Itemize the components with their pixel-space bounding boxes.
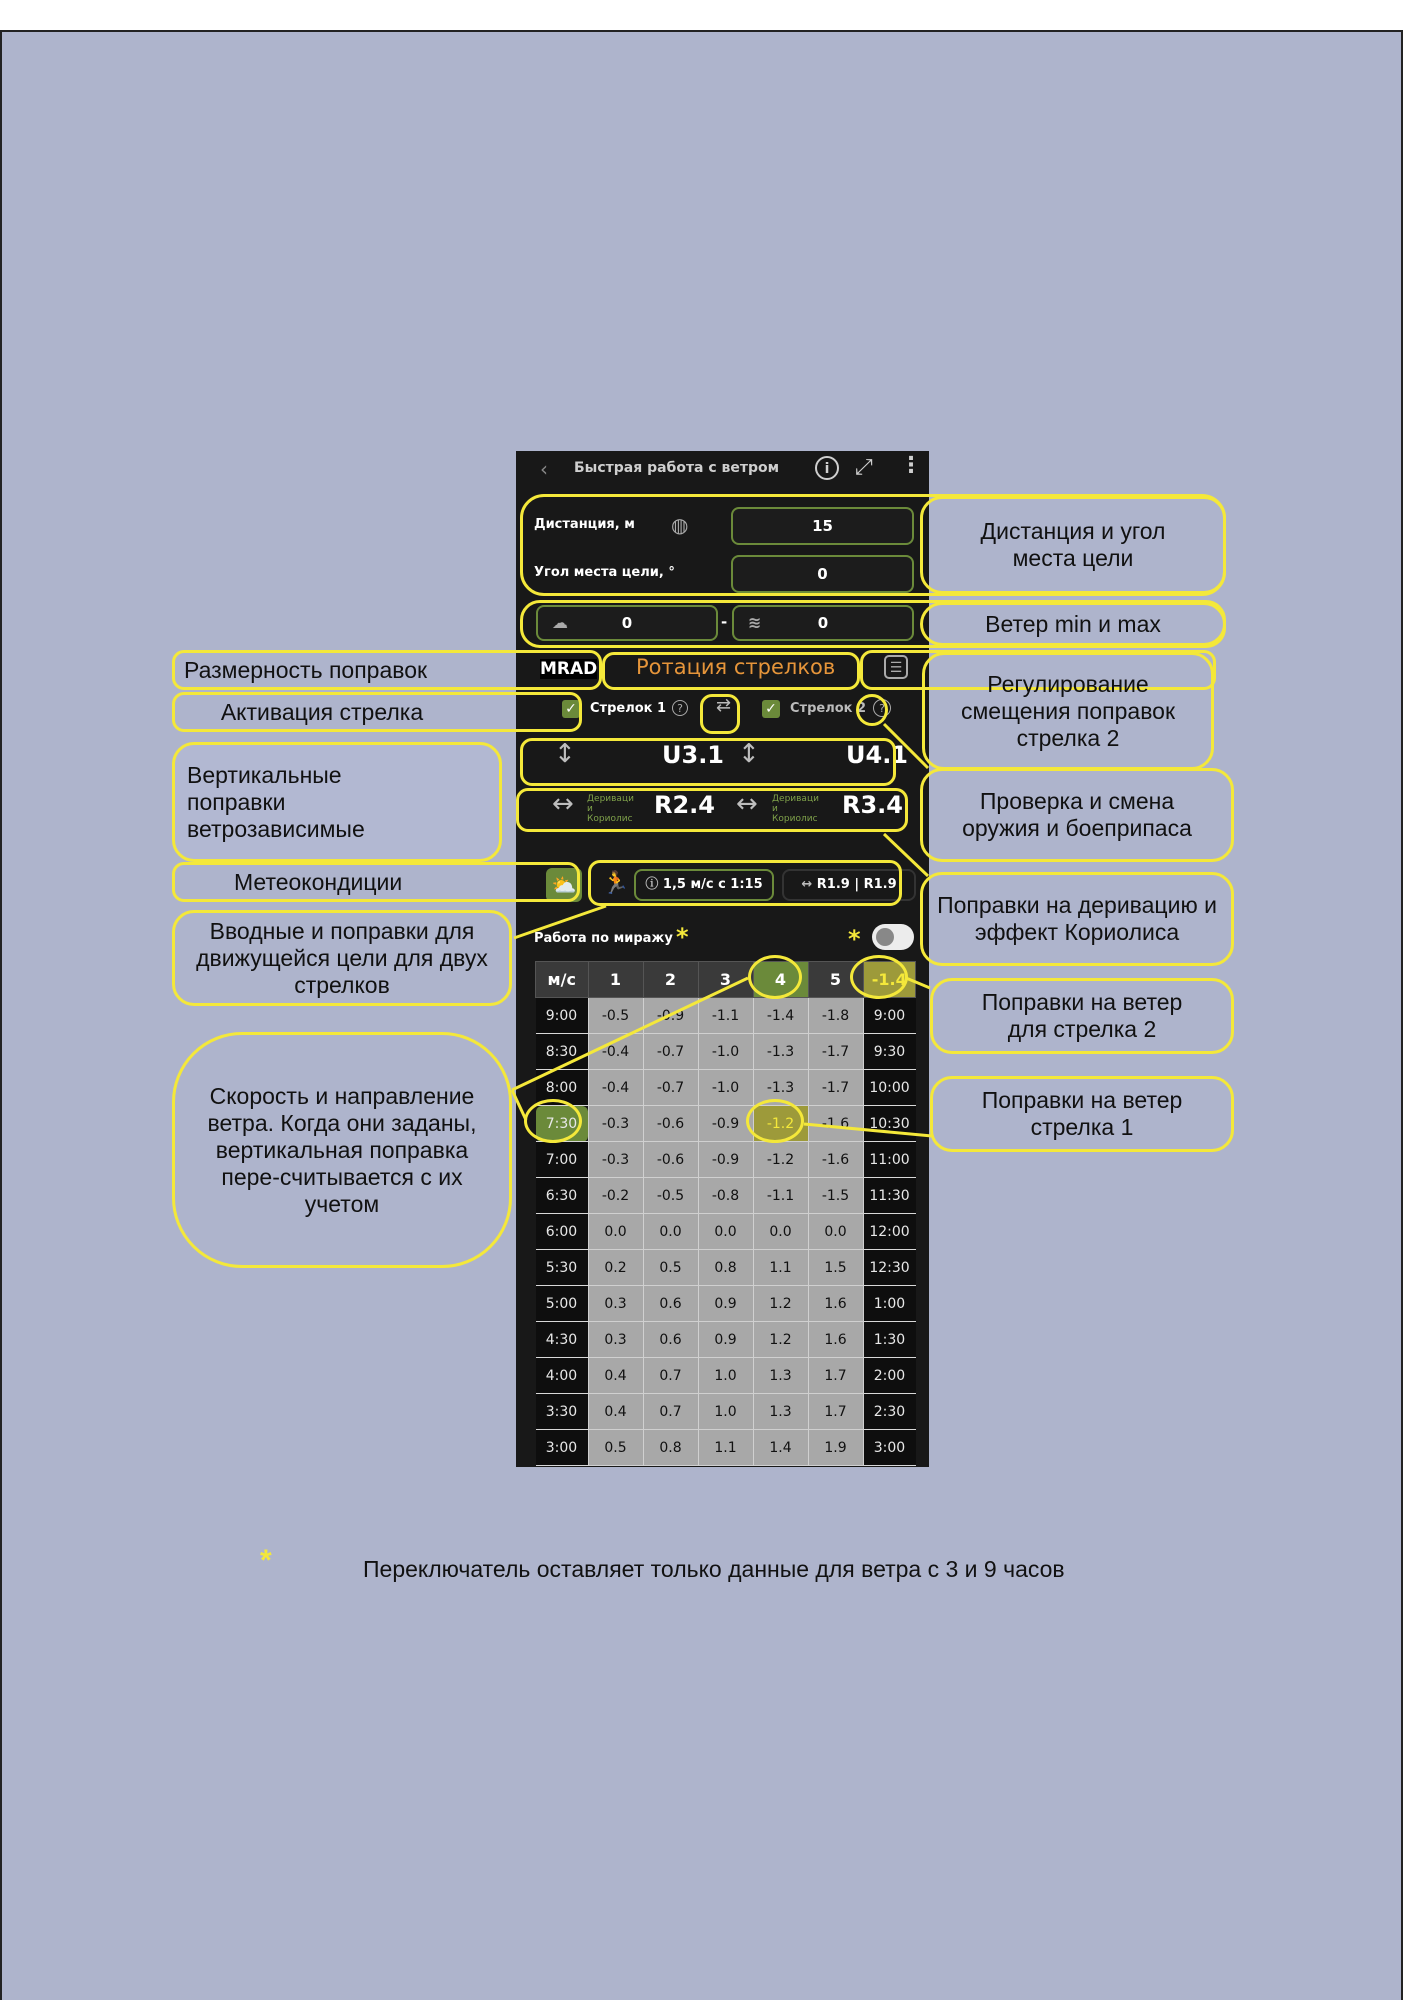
annotation-wind-shooter2: Поправки на ветер для стрелка 2 bbox=[930, 978, 1234, 1054]
wind-min-value: 0 bbox=[621, 614, 633, 632]
correction-cell: -0.4 bbox=[588, 1070, 643, 1106]
correction-cell: 0.3 bbox=[588, 1322, 643, 1358]
header-cell: м/с bbox=[536, 962, 589, 998]
distance-field[interactable]: 15 bbox=[731, 507, 914, 545]
expand-icon[interactable]: ⤢ bbox=[855, 455, 873, 480]
correction-cell: -1.7 bbox=[808, 1070, 863, 1106]
correction-cell: -1.0 bbox=[698, 1034, 753, 1070]
correction-cell: -1.7 bbox=[808, 1034, 863, 1070]
u1-value: U3.1 bbox=[662, 741, 725, 769]
correction-cell: 0.7 bbox=[643, 1394, 698, 1430]
footnote-star: * bbox=[260, 1544, 272, 1577]
more-menu-icon[interactable]: ⋮ bbox=[900, 453, 922, 478]
r1-value: R2.4 bbox=[654, 791, 715, 819]
highlight-shooter2-help bbox=[856, 694, 888, 726]
correction-cell: -0.9 bbox=[698, 1106, 753, 1142]
settings-icon[interactable]: ☰ bbox=[884, 655, 908, 679]
annotation-vertical: Вертикальные поправки ветрозависимые bbox=[172, 742, 502, 862]
moving-horizontal-icon: ↔ bbox=[801, 877, 813, 892]
mirage-toggle-knob bbox=[876, 928, 894, 946]
shooter1-label: Стрелок 1 bbox=[590, 701, 667, 716]
table-row bbox=[536, 1178, 916, 1214]
highlight-shooter1-val bbox=[746, 1099, 804, 1143]
correction-cell: 0.6 bbox=[643, 1322, 698, 1358]
moving-corr-value: R1.9 | R1.9 bbox=[816, 877, 897, 892]
direction-cell-shooter2: 11:30 bbox=[863, 1178, 916, 1214]
highlight-derivation-phone bbox=[516, 788, 908, 832]
table-row bbox=[536, 1322, 916, 1358]
correction-cell: -1.6 bbox=[808, 1106, 863, 1142]
direction-cell-shooter2: 2:30 bbox=[863, 1394, 916, 1430]
highlight-col4 bbox=[748, 955, 802, 999]
annotation-shooter2-offset: Регулирование смещения поправок стрелка 2 bbox=[922, 652, 1214, 770]
table-row bbox=[536, 1034, 916, 1070]
direction-cell-shooter1[interactable]: 9:00 bbox=[536, 998, 589, 1034]
correction-cell: -1.2 bbox=[753, 1142, 808, 1178]
correction-cell: 1.2 bbox=[753, 1322, 808, 1358]
annotation-meteo: Метеокондиции bbox=[234, 868, 403, 895]
annotation-moving: Вводные и поправки для движущейся цели для двух стрелков bbox=[172, 910, 512, 1006]
correction-cell: -0.8 bbox=[698, 1178, 753, 1214]
correction-cell: 0.0 bbox=[643, 1214, 698, 1250]
annotation-wind-speed-dir: Скорость и направление ветра. Когда они заданы, вертикальная поправка пере-считывается с их учетом bbox=[172, 1032, 512, 1268]
correction-cell: 1.3 bbox=[753, 1358, 808, 1394]
direction-cell-shooter1[interactable]: 6:00 bbox=[536, 1214, 589, 1250]
direction-cell-shooter1[interactable]: 5:30 bbox=[536, 1250, 589, 1286]
wind-max-value: 0 bbox=[817, 614, 829, 632]
angle-field[interactable]: 0 bbox=[731, 555, 914, 593]
correction-cell: 1.5 bbox=[808, 1250, 863, 1286]
correction-cell: 0.0 bbox=[588, 1214, 643, 1250]
direction-cell-shooter2: 11:00 bbox=[863, 1142, 916, 1178]
swap-icon[interactable]: ⇄ bbox=[716, 695, 732, 716]
angle-label: Угол места цели, ° bbox=[534, 565, 675, 580]
header-cell[interactable]: 1 bbox=[588, 962, 643, 998]
correction-cell: -0.9 bbox=[643, 998, 698, 1034]
wind-correction-table bbox=[535, 961, 916, 1466]
correction-cell: 1.9 bbox=[808, 1430, 863, 1466]
correction-cell: -1.1 bbox=[753, 1178, 808, 1214]
table-row bbox=[536, 1214, 916, 1250]
direction-cell-shooter1[interactable]: 3:30 bbox=[536, 1394, 589, 1430]
wind-separator: - bbox=[721, 613, 728, 631]
correction-cell: -1.2 bbox=[753, 1106, 808, 1142]
header-cell[interactable]: 3 bbox=[698, 962, 753, 998]
direction-cell-shooter2: 3:00 bbox=[863, 1430, 916, 1466]
annotation-units: Размерность поправок bbox=[184, 656, 428, 683]
shooter1-checkbox[interactable]: ✓ bbox=[562, 700, 580, 718]
wind-min-icon: ☁ bbox=[552, 613, 568, 632]
units-label[interactable]: MRAD bbox=[540, 659, 598, 679]
direction-cell-shooter1[interactable]: 4:00 bbox=[536, 1358, 589, 1394]
wind-max-icon: ≋ bbox=[748, 613, 762, 632]
shooter1-help-icon[interactable]: ? bbox=[672, 700, 688, 716]
correction-cell: -1.3 bbox=[753, 1070, 808, 1106]
moving-speed-value: 1,5 м/с с 1:15 bbox=[662, 877, 763, 892]
correction-cell: 0.6 bbox=[643, 1286, 698, 1322]
table-row bbox=[536, 998, 916, 1034]
correction-cell: 1.3 bbox=[753, 1394, 808, 1430]
correction-cell: 0.0 bbox=[808, 1214, 863, 1250]
annotation-wind-minmax: Ветер min и max bbox=[920, 602, 1226, 646]
correction-cell: 0.3 bbox=[588, 1286, 643, 1322]
correction-cell: 1.6 bbox=[808, 1322, 863, 1358]
correction-cell: -0.6 bbox=[643, 1106, 698, 1142]
direction-cell-shooter1[interactable]: 8:30 bbox=[536, 1034, 589, 1070]
header-cell[interactable]: 5 bbox=[808, 962, 863, 998]
direction-cell-shooter2: 1:30 bbox=[863, 1322, 916, 1358]
direction-cell-shooter2: 9:30 bbox=[863, 1034, 916, 1070]
correction-cell: -1.5 bbox=[808, 1178, 863, 1214]
highlight-moving bbox=[588, 860, 902, 906]
correction-cell: 0.0 bbox=[698, 1214, 753, 1250]
rotation-title[interactable]: Ротация стрелков bbox=[636, 655, 836, 679]
table-row bbox=[536, 1250, 916, 1286]
correction-cell: -1.6 bbox=[808, 1142, 863, 1178]
highlight-shooter2-val bbox=[850, 955, 908, 999]
correction-cell: 0.2 bbox=[588, 1250, 643, 1286]
highlight-rotation bbox=[602, 652, 860, 690]
correction-cell: 0.4 bbox=[588, 1394, 643, 1430]
correction-cell: -1.0 bbox=[698, 1070, 753, 1106]
mirage-star-1: * bbox=[676, 923, 689, 951]
vertical-arrow-icon-1: ↕ bbox=[554, 739, 576, 769]
footnote-text: Переключатель оставляет только данные для ветра с 3 и 9 часов bbox=[363, 1556, 1065, 1582]
correction-cell: 0.9 bbox=[698, 1286, 753, 1322]
table-row bbox=[536, 1394, 916, 1430]
mirage-star-2: * bbox=[848, 925, 861, 953]
correction-cell: 1.0 bbox=[698, 1394, 753, 1430]
correction-cell: 0.8 bbox=[643, 1430, 698, 1466]
correction-cell: 1.1 bbox=[753, 1250, 808, 1286]
direction-cell-shooter2: 12:30 bbox=[863, 1250, 916, 1286]
correction-cell: -0.5 bbox=[588, 998, 643, 1034]
table-row bbox=[536, 1070, 916, 1106]
correction-cell: 1.0 bbox=[698, 1358, 753, 1394]
highlight-7-30 bbox=[524, 1099, 582, 1143]
correction-cell: 0.5 bbox=[643, 1250, 698, 1286]
direction-cell-shooter1[interactable]: 8:00 bbox=[536, 1070, 589, 1106]
direction-cell-shooter2: 2:00 bbox=[863, 1358, 916, 1394]
table-row bbox=[536, 1358, 916, 1394]
correction-cell: -1.1 bbox=[698, 998, 753, 1034]
correction-cell: -0.2 bbox=[588, 1178, 643, 1214]
correction-cell: 0.7 bbox=[643, 1358, 698, 1394]
annotation-activation: Активация стрелка bbox=[220, 698, 424, 725]
u2-value: U4.1 bbox=[846, 741, 909, 769]
correction-cell: -1.3 bbox=[753, 1034, 808, 1070]
table-row bbox=[536, 1430, 916, 1466]
direction-cell-shooter2: 10:00 bbox=[863, 1070, 916, 1106]
correction-cell: 0.0 bbox=[753, 1214, 808, 1250]
direction-cell-shooter2: 1:00 bbox=[863, 1286, 916, 1322]
correction-cell: 0.5 bbox=[588, 1430, 643, 1466]
shooter2-checkbox[interactable]: ✓ bbox=[762, 700, 780, 718]
running-man-icon[interactable]: 🏃 bbox=[602, 871, 630, 896]
direction-cell-shooter1[interactable]: 3:00 bbox=[536, 1430, 589, 1466]
direction-cell-shooter2: 9:00 bbox=[863, 998, 916, 1034]
table-row bbox=[536, 1106, 916, 1142]
header-cell-selected[interactable]: 4 bbox=[753, 962, 808, 998]
correction-cell: -1.8 bbox=[808, 998, 863, 1034]
correction-cell: -0.9 bbox=[698, 1142, 753, 1178]
correction-cell: 1.1 bbox=[698, 1430, 753, 1466]
header-cell-shooter2-value: -1.4 bbox=[863, 962, 916, 998]
correction-cell: -0.7 bbox=[643, 1034, 698, 1070]
correction-cell: 0.4 bbox=[588, 1358, 643, 1394]
correction-cell: -0.3 bbox=[588, 1142, 643, 1178]
meteo-button[interactable]: ⛅ bbox=[546, 868, 582, 902]
annotation-derivation: Поправки на деривацию и эффект Кориолиса bbox=[920, 872, 1234, 966]
header-cell[interactable]: 2 bbox=[643, 962, 698, 998]
table-row bbox=[536, 1142, 916, 1178]
correction-cell: 0.9 bbox=[698, 1322, 753, 1358]
deriv-label-2: Дериваци и Кориолис bbox=[772, 794, 819, 824]
highlight-swap bbox=[700, 694, 740, 734]
screen-title: Быстрая работа с ветром bbox=[574, 460, 780, 476]
globe-icon[interactable]: ◍ bbox=[671, 513, 689, 537]
direction-cell-shooter1[interactable]: 7:30 bbox=[536, 1106, 589, 1142]
correction-cell: -0.4 bbox=[588, 1034, 643, 1070]
correction-cell: -0.5 bbox=[643, 1178, 698, 1214]
r2-value: R3.4 bbox=[842, 791, 903, 819]
direction-cell-shooter2: 12:00 bbox=[863, 1214, 916, 1250]
correction-cell: -0.3 bbox=[588, 1106, 643, 1142]
correction-cell: -0.6 bbox=[643, 1142, 698, 1178]
annotation-wind-shooter1: Поправки на ветер стрелка 1 bbox=[930, 1076, 1234, 1152]
direction-cell-shooter1[interactable]: 6:30 bbox=[536, 1178, 589, 1214]
correction-cell: 1.2 bbox=[753, 1286, 808, 1322]
direction-cell-shooter1[interactable]: 4:30 bbox=[536, 1322, 589, 1358]
correction-cell: -1.4 bbox=[753, 998, 808, 1034]
annotation-weapon-check: Проверка и смена оружия и боеприпаса bbox=[920, 768, 1234, 862]
distance-label: Дистанция, м bbox=[534, 517, 635, 532]
direction-cell-shooter1[interactable]: 7:00 bbox=[536, 1142, 589, 1178]
correction-cell: 0.8 bbox=[698, 1250, 753, 1286]
horizontal-arrow-icon-2: ↔ bbox=[736, 789, 758, 819]
annotation-distance-angle: Дистанция и угол места цели bbox=[920, 496, 1226, 594]
mirage-toggle[interactable] bbox=[872, 924, 914, 950]
back-icon[interactable]: ‹ bbox=[540, 457, 548, 481]
info-small-icon: ⓘ bbox=[645, 877, 659, 892]
horizontal-arrow-icon-1: ↔ bbox=[552, 789, 574, 819]
correction-cell: 1.7 bbox=[808, 1394, 863, 1430]
shooter2-label: Стрелок 2 bbox=[790, 701, 867, 716]
table-row bbox=[536, 1286, 916, 1322]
highlight-vertical-phone bbox=[520, 738, 896, 786]
mirage-label: Работа по миражу bbox=[534, 931, 673, 946]
info-icon[interactable]: i bbox=[815, 456, 839, 480]
direction-cell-shooter2: 10:30 bbox=[863, 1106, 916, 1142]
direction-cell-shooter1[interactable]: 5:00 bbox=[536, 1286, 589, 1322]
deriv-label-1: Дериваци и Кориолис bbox=[587, 794, 634, 824]
correction-cell: 1.4 bbox=[753, 1430, 808, 1466]
vertical-arrow-icon-2: ↕ bbox=[738, 739, 760, 769]
correction-cell: 1.7 bbox=[808, 1358, 863, 1394]
correction-cell: 1.6 bbox=[808, 1286, 863, 1322]
shooter2-help-icon[interactable]: ? bbox=[873, 699, 891, 717]
correction-cell: -0.7 bbox=[643, 1070, 698, 1106]
